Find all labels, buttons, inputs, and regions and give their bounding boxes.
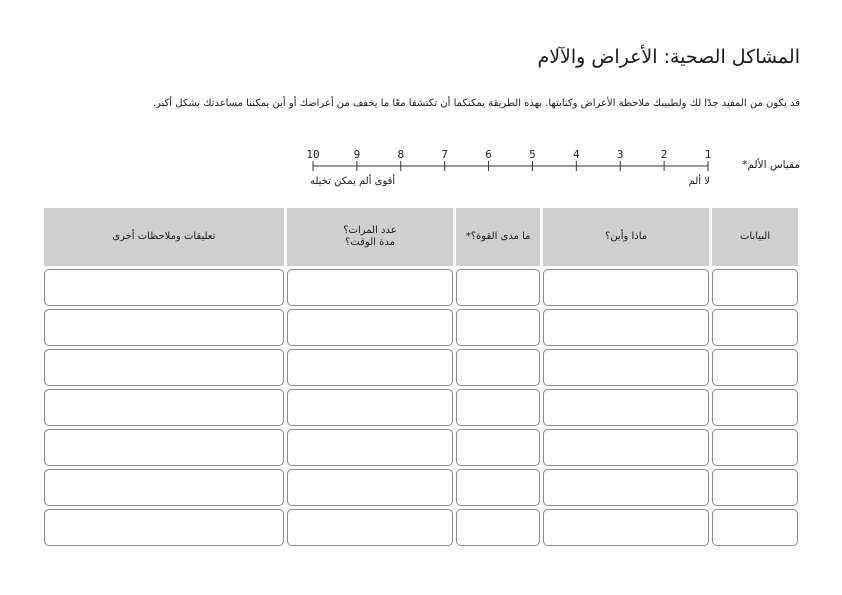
what-where-cell[interactable] [543, 389, 709, 426]
notes-cell[interactable] [44, 349, 284, 386]
frequency-cell[interactable] [287, 389, 454, 426]
pain-scale-tick-label: 8 [397, 148, 405, 161]
page-title: المشاكل الصحية: الأعراض والآلام [537, 46, 800, 68]
frequency-cell[interactable] [287, 469, 454, 506]
date-cell[interactable] [712, 269, 798, 306]
pain-scale-min-caption: لا ألم [688, 176, 710, 187]
date-cell[interactable] [712, 469, 798, 506]
frequency-cell[interactable] [287, 429, 454, 466]
date-cell[interactable] [712, 309, 798, 346]
table-row [44, 349, 798, 386]
frequency-cell[interactable] [287, 269, 454, 306]
notes-cell[interactable] [44, 429, 284, 466]
notes-cell[interactable] [44, 309, 284, 346]
severity-cell[interactable] [456, 429, 540, 466]
date-cell[interactable] [712, 349, 798, 386]
severity-cell[interactable] [456, 269, 540, 306]
frequency-cell[interactable] [287, 349, 454, 386]
symptom-table [41, 205, 801, 549]
pain-scale [300, 146, 720, 194]
table-row [44, 269, 798, 306]
date-cell[interactable] [712, 509, 798, 546]
date-cell[interactable] [712, 389, 798, 426]
severity-cell[interactable] [456, 349, 540, 386]
pain-scale-tick-label: 1 [704, 148, 712, 161]
pain-scale-tick-label: 6 [485, 148, 492, 161]
header-what-where: ماذا وأين؟ [543, 208, 709, 266]
table-row [44, 309, 798, 346]
header-date: البيانات [712, 208, 798, 266]
severity-cell[interactable] [456, 309, 540, 346]
pain-scale-tick-label: 10 [306, 148, 320, 161]
table-body [44, 269, 798, 546]
pain-scale-tick-label: 4 [573, 148, 580, 161]
pain-scale-tick-label: 5 [529, 148, 536, 161]
frequency-cell[interactable] [287, 309, 454, 346]
pain-scale-label: مقياس الألم* [742, 159, 800, 171]
severity-cell[interactable] [456, 389, 540, 426]
pain-scale-ruler [300, 146, 720, 176]
pain-scale-tick-label: 3 [616, 148, 624, 161]
pain-scale-tick-label: 9 [353, 148, 361, 161]
notes-cell[interactable] [44, 269, 284, 306]
notes-cell[interactable] [44, 469, 284, 506]
header-severity: ما مدى القوة؟* [456, 208, 540, 266]
pain-scale-tick-label: 7 [441, 148, 448, 161]
notes-cell[interactable] [44, 509, 284, 546]
severity-cell[interactable] [456, 469, 540, 506]
what-where-cell[interactable] [543, 509, 709, 546]
what-where-cell[interactable] [543, 349, 709, 386]
header-notes: تعليقات وملاحظات أخرى [44, 208, 284, 266]
what-where-cell[interactable] [543, 269, 709, 306]
table-header-row [44, 208, 798, 266]
header-frequency-duration [287, 208, 454, 266]
header-frequency: عدد المرات؟ [343, 224, 397, 236]
date-cell[interactable] [712, 429, 798, 466]
pain-scale-max-caption: أقوى ألم يمكن تخيله [310, 176, 396, 187]
table-row [44, 429, 798, 466]
what-where-cell[interactable] [543, 469, 709, 506]
severity-cell[interactable] [456, 509, 540, 546]
intro-text: قد يكون من المفيد جدًا لك ولطبيبك ملاحظة الأعراض وكتابتها. بهذه الطريقة يمكنكما أن تكتشفا معًا ما يخفف من أعراضك أو أين يمكننا مساعدتك بشكل أكبر. [152, 98, 800, 109]
header-duration: مدة الوقت؟ [345, 237, 395, 248]
table-row [44, 389, 798, 426]
notes-cell[interactable] [44, 389, 284, 426]
table-row [44, 509, 798, 546]
frequency-cell[interactable] [287, 509, 454, 546]
what-where-cell[interactable] [543, 309, 709, 346]
pain-scale-tick-label: 2 [660, 148, 668, 161]
table-row [44, 469, 798, 506]
what-where-cell[interactable] [543, 429, 709, 466]
